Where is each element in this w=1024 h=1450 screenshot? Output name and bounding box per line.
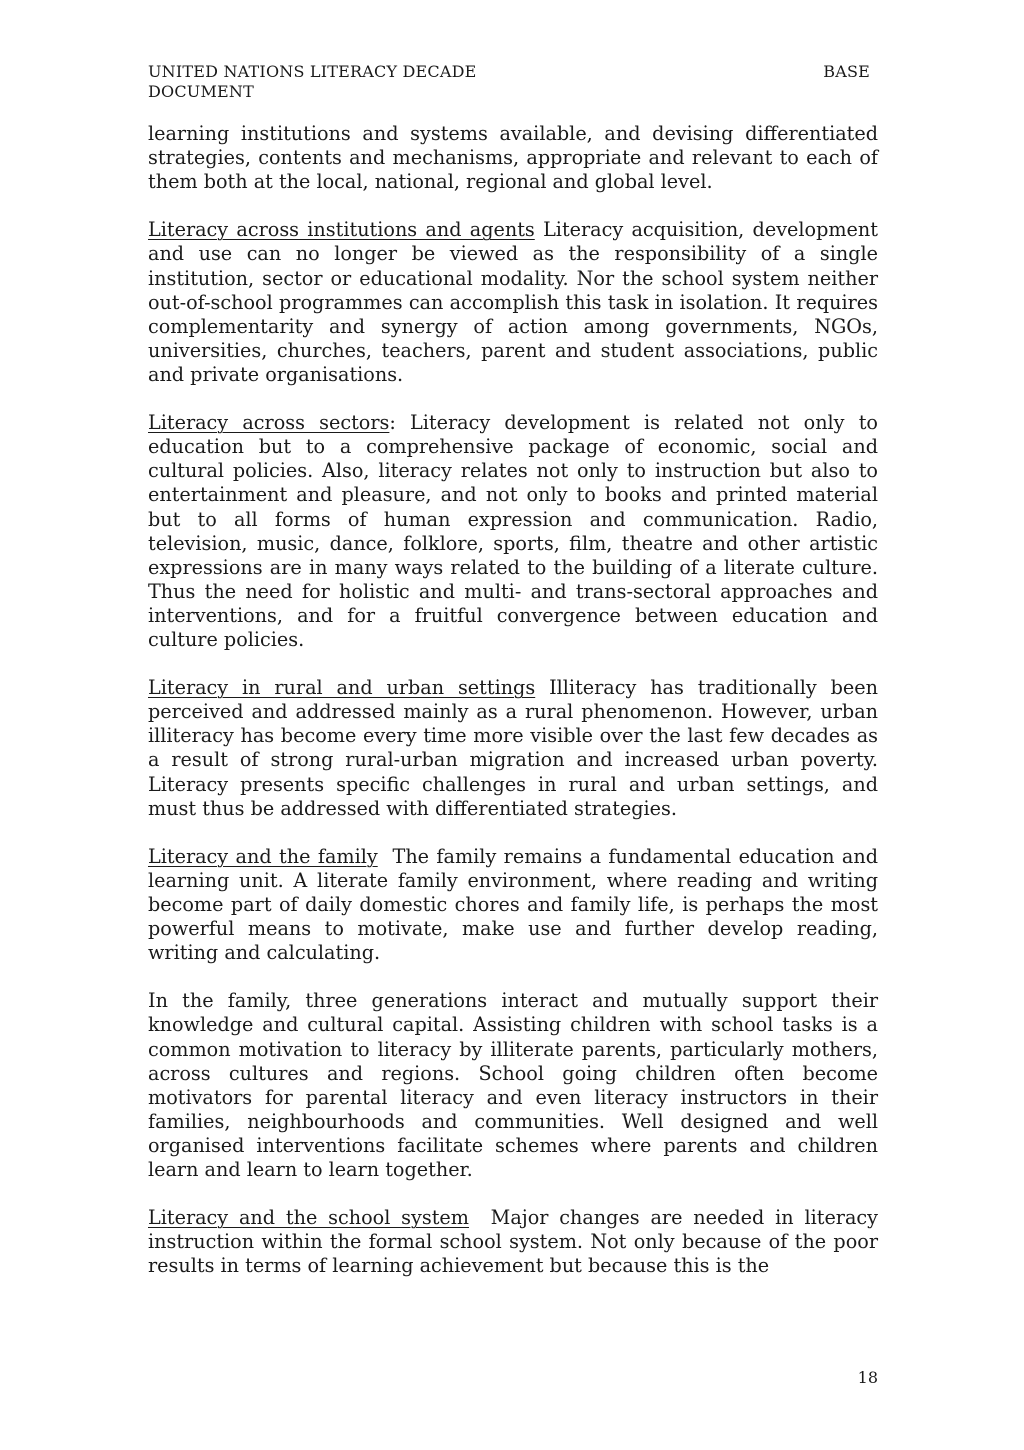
section-heading: Literacy in rural and urban settings [148, 676, 536, 700]
paragraph-institutions-agents [148, 218, 878, 387]
document-page [148, 62, 878, 1303]
heading-separator [378, 845, 393, 868]
paragraph-text: The family remains a fundamental education and learning unit. A literate family environment, where reading and writing become part of daily domestic chores and family life, is perhaps the most powerful means to motivate, make use and further develop reading, writing and calculating. [148, 844, 878, 965]
paragraph-family [148, 845, 878, 965]
document-body [148, 122, 878, 1279]
paragraph-text: Major changes are needed in literacy instruction within the formal school system. Not only because of the poor results in terms of learning achievement but because this is the [148, 1206, 878, 1278]
paragraph-rural-urban [148, 676, 878, 821]
header-title-second-line: DOCUMENT [148, 82, 255, 101]
running-header [148, 62, 878, 104]
paragraph-three-generations [148, 989, 878, 1182]
paragraph-continuation [148, 122, 878, 194]
paragraph-text: Literacy development is related not only to education but to a comprehensive package of economic, social and cultural policies. Also, literacy relates not only to instruction but also to entertainment and pleasure, and not only to books and printed material but to all forms of human expression and communication. Radio, television, music, dance, folklore, sports, film, theatre and other artistic expressions are in many ways related to the building of a literate culture. Thus the need for holistic and multi- and trans-sectoral approaches and interventions, and for a fruitful convergence between education and culture policies. [148, 411, 878, 651]
section-heading: Literacy across sectors [148, 411, 390, 435]
section-heading: Literacy and the family [148, 844, 378, 868]
heading-separator [469, 1206, 491, 1229]
paragraph-text: learning institutions and systems available, and devising differentiated strategies, contents and mechanisms, appropriate and relevant to each of them both at the local, national, regional and global level. [148, 122, 878, 194]
header-title: UNITED NATIONS LITERACY DECADE [148, 62, 477, 81]
header-title-continued: BASE [823, 62, 870, 81]
paragraph-text: In the family, three generations interact and mutually support their knowledge and cultural capital. Assisting children with school tasks is a common motivation to literacy by illiterate parents, particularly mothers, across cultures and regions. School going children often become motivators for parental literacy and even literacy instructors in their families, neighbourhoods and communities. Well designed and well organised interventions facilitate schemes where parents and children learn and learn to learn together. [148, 989, 878, 1182]
section-heading: Literacy across institutions and agents [148, 218, 535, 242]
section-heading: Literacy and the school system [148, 1206, 469, 1230]
paragraph-text: Literacy acquisition, development and use can no longer be viewed as the responsibility of a single institution, sector or educational modality. Nor the school system neither out-of-school programmes can accomplish this task in isolation. It requires complementarity and synergy of action among governments, NGOs, universities, churches, teachers, parent and student associations, public and private organisations. [148, 218, 878, 386]
heading-separator [535, 676, 549, 699]
paragraph-text: Illiteracy has traditionally been perceived and addressed mainly as a rural phenomenon. However, urban illiteracy has become every time more visible over the last few decades as a result of strong rural-urban migration and increased urban poverty. Literacy presents specific challenges in rural and urban settings, and must thus be addressed with differentiated strategies. [148, 676, 878, 820]
heading-separator: : [389, 411, 411, 435]
paragraph-school-system [148, 1206, 878, 1278]
page-number: 18 [857, 1368, 878, 1387]
heading-separator [535, 218, 543, 241]
paragraph-across-sectors [148, 411, 878, 652]
